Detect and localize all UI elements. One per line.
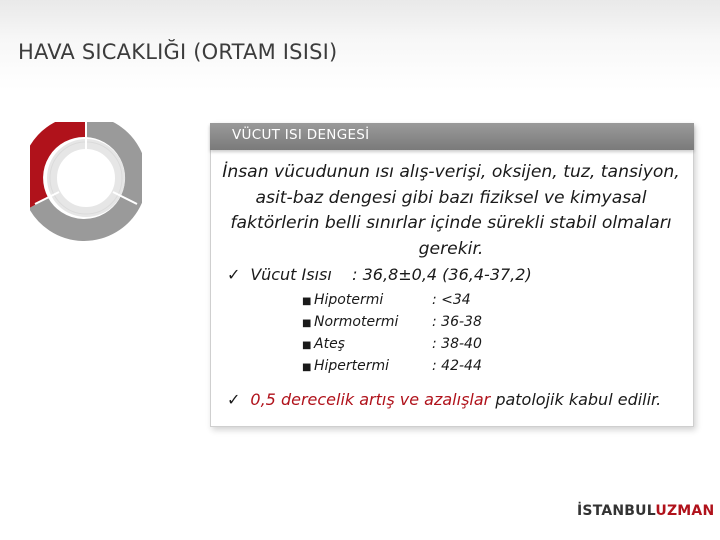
list-item — [302, 314, 482, 336]
range-name: Hipotermi — [314, 292, 384, 308]
square-bullet-icon: ■ — [302, 362, 312, 373]
footer-note — [227, 390, 661, 409]
brand-logo — [577, 503, 714, 519]
square-bullet-icon: ■ — [302, 318, 312, 329]
range-value: : 38-40 — [432, 336, 482, 352]
range-name: Normotermi — [314, 314, 399, 330]
panel-header-text: VÜCUT ISI DENGESİ — [232, 127, 370, 143]
logo-part2: UZMAN — [655, 503, 715, 519]
check-icon: ✓ — [227, 390, 241, 409]
square-bullet-icon: ■ — [302, 340, 312, 351]
range-name: Ateş — [314, 336, 345, 352]
logo-part1: İSTANBUL — [577, 503, 656, 519]
square-bullet-icon: ■ — [302, 296, 312, 307]
footer-rest-text: patolojik kabul edilir. — [490, 390, 662, 409]
range-value: : 42-44 — [432, 358, 482, 374]
slide-title: HAVA SICAKLIĞI (ORTAM ISISI) — [18, 40, 338, 64]
list-item — [302, 358, 482, 380]
range-name: Hipertermi — [314, 358, 390, 374]
list-item — [302, 292, 482, 314]
donut-ring-icon — [30, 122, 142, 242]
check-icon: ✓ — [227, 265, 241, 284]
body-temp-line — [227, 265, 532, 284]
footer-accent-text: 0,5 derecelik artış ve azalışlar — [250, 390, 491, 409]
list-item — [302, 336, 482, 358]
temperature-range-list — [302, 292, 482, 380]
panel-header — [210, 123, 694, 150]
body-temp-value: : 36,8±0,4 (36,4-37,2) — [352, 265, 532, 284]
intro-paragraph: İnsan vücudunun ısı alış-verişi, oksijen, tuz, tansiyon, asit-baz dengesi gibi bazı fiziksel ve kimyasal faktörlerin belli sınırlar içinde sürekli stabil olmaları gerekir. — [222, 162, 680, 259]
range-value: : <34 — [432, 292, 471, 308]
range-value: : 36-38 — [432, 314, 482, 330]
body-temp-label: Vücut Isısı — [250, 265, 332, 284]
